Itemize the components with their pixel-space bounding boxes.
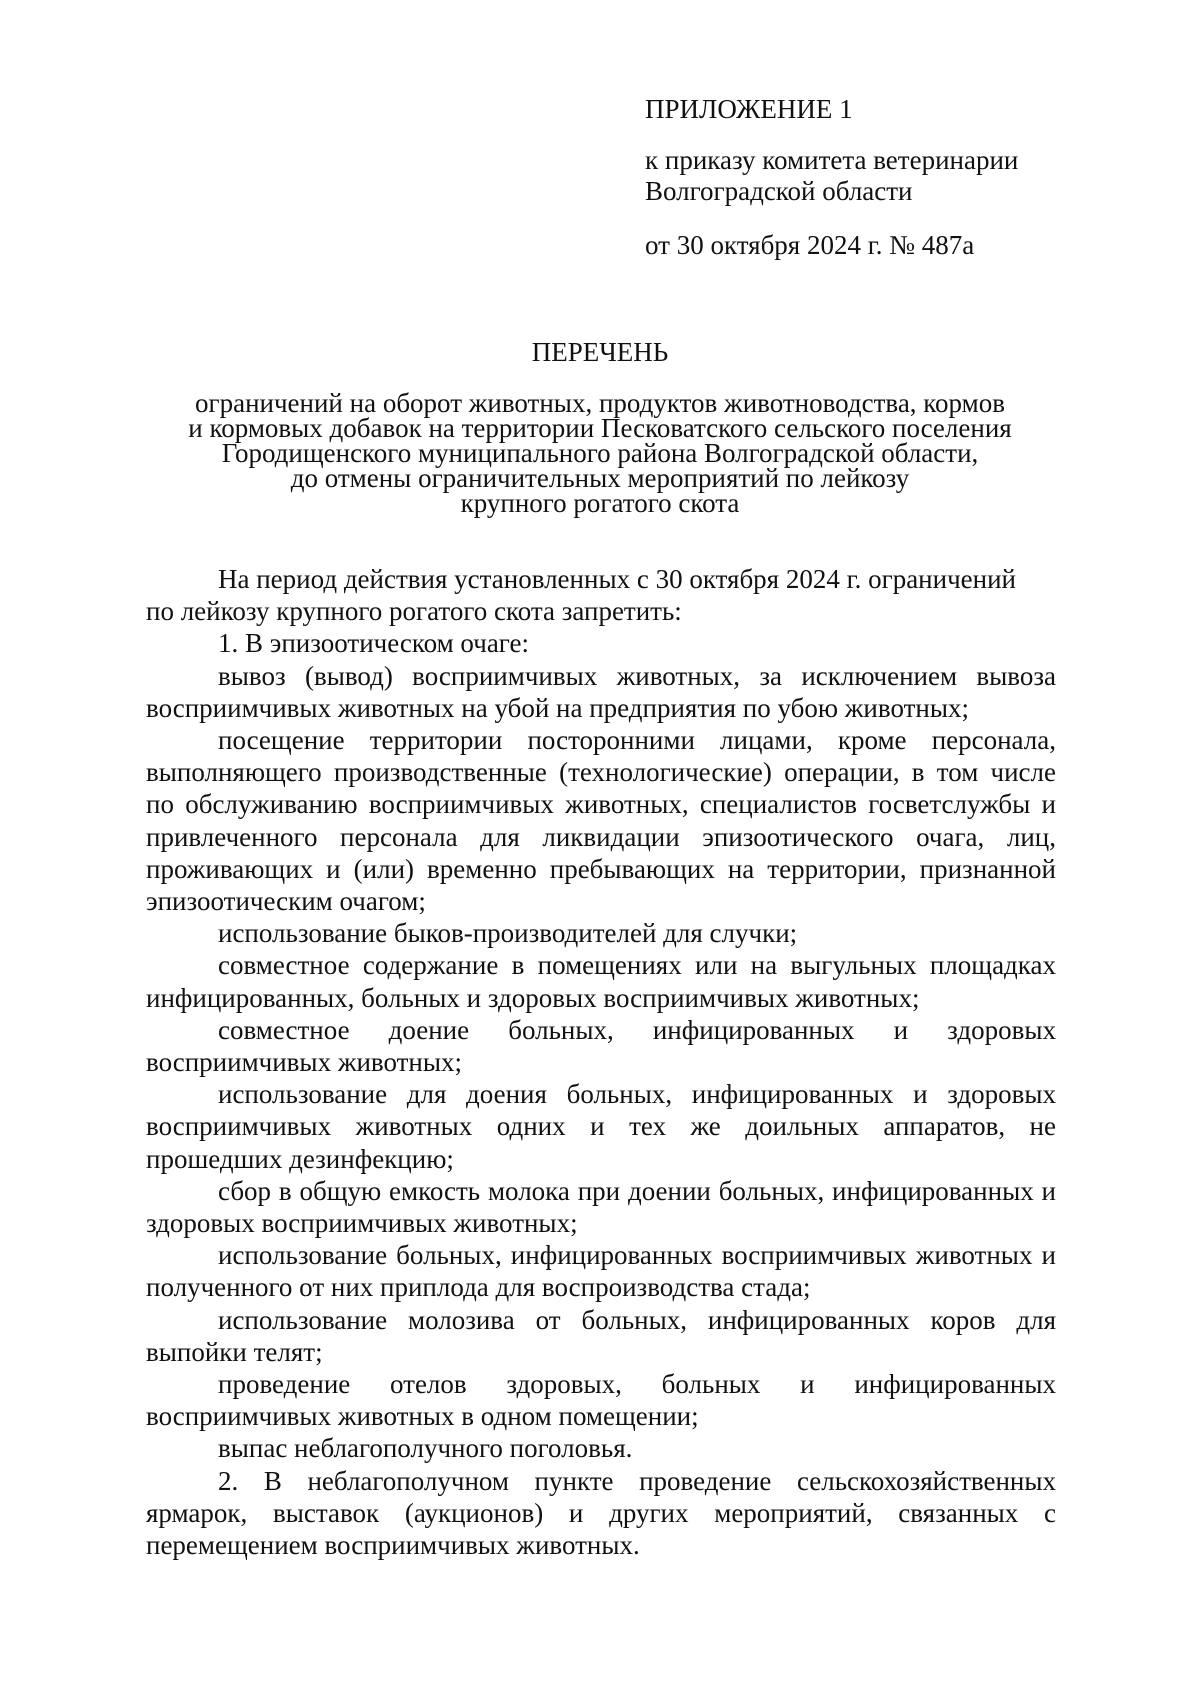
intro-paragraph	[146, 563, 1056, 627]
intro-line-2: по лейкозу крупного рогатого скота запретить:	[146, 596, 682, 627]
subtitle-line-5: крупного рогатого скота	[460, 488, 740, 518]
appendix-heading: ПРИЛОЖЕНИЕ 1	[645, 94, 853, 124]
subtitle-line-4: до отмены ограничительных мероприятий по лейкозу	[290, 463, 910, 493]
item-1-heading: 1. В эпизоотическом очаге:	[218, 628, 530, 659]
appendix-reference-line-1: к приказу комитета ветеринарии	[645, 145, 1019, 175]
document-body	[146, 563, 1056, 1561]
appendix-date: от 30 октября 2024 г. № 487а	[645, 230, 975, 260]
item-1-point: вывоз (вывод) восприимчивых животных, за исключением вывоза восприимчивых животных на убой на предприятия по убою животных;	[146, 660, 1056, 723]
item-1-point: использование больных, инфицированных восприимчивых животных и полученного от них приплода для воспроизводства стада;	[146, 1240, 1056, 1303]
item-1-point: совместное доение больных, инфицированных и здоровых восприимчивых животных;	[146, 1014, 1056, 1078]
item-1-point: посещение территории посторонними лицами, кроме персонала, выполняющего производственные (технологические) операции, в том числе по обслуживанию восприимчивых животных, специалистов госветслужбы и привлеченного персонала для ликвидации эпизоотического очага, лиц, проживающих и (или) временно пребывающих на территории, признанной эпизоотическим очагом;	[146, 725, 1056, 917]
intro-line-1: На период действия установленных с 30 октября 2024 г. ограничений	[218, 564, 1016, 594]
item-1-point: проведение отелов здоровых, больных и инфицированных восприимчивых животных в одном помещении;	[146, 1369, 1056, 1432]
item-1-point: использование для доения больных, инфицированных и здоровых восприимчивых животных одних и тех же доильных аппаратов, не прошедших дезинфекцию;	[146, 1079, 1056, 1174]
item-1-point: использование быков-производителей для случки;	[218, 918, 798, 949]
appendix-reference-line-2: Волгоградской области	[645, 176, 913, 206]
document-title: ПЕРЕЧЕНЬ	[531, 337, 669, 367]
subtitle-line-3: Городищенского муниципального района Волгоградской области,	[221, 438, 979, 468]
subtitle-line-2: и кормовых добавок на территории Песковатского сельского поселения	[188, 413, 1012, 443]
item-1-point: выпас неблагополучного поголовья.	[218, 1433, 633, 1464]
subtitle-line-1: ограничений на оборот животных, продуктов животноводства, кормов	[195, 388, 1005, 418]
item-1-point: сбор в общую емкость молока при доении больных, инфицированных и здоровых восприимчивых животных;	[146, 1175, 1056, 1239]
item-1-point: совместное содержание в помещениях или на выгульных площадках инфицированных, больных и здоровых восприимчивых животных;	[146, 950, 1056, 1013]
item-2-paragraph: 2. В неблагополучном пункте проведение сельскохозяйственных ярмарок, выставок (аукционов) и других мероприятий, связанных с перемещением восприимчивых животных.	[146, 1465, 1056, 1561]
appendix-block	[645, 94, 1125, 261]
item-1-point: использование молозива от больных, инфицированных коров для выпойки телят;	[146, 1304, 1056, 1367]
document-subtitle	[140, 388, 1060, 518]
appendix-reference	[645, 145, 1125, 207]
